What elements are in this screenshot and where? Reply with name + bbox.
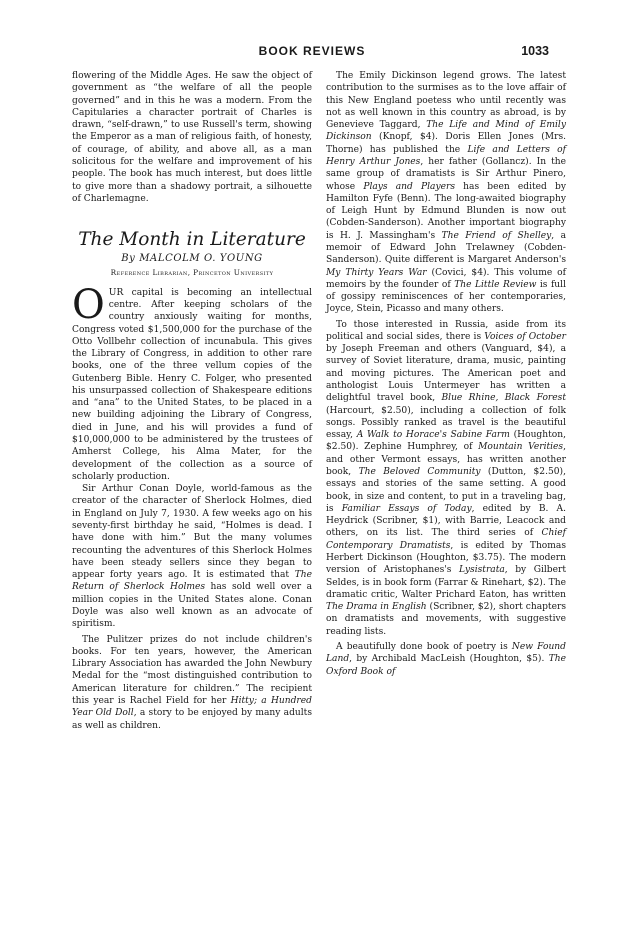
- text-run: , is edited by Thomas Herbert Dickinson (Houghton, $3.75). The modern version of Aristophanes's: [326, 540, 566, 576]
- book-title: The Beloved Community: [358, 467, 481, 477]
- paragraph-pulitzer: [72, 634, 312, 732]
- running-title: BOOK REVIEWS: [258, 44, 366, 58]
- book-title: A Walk to Horace's Sabine Farm: [356, 430, 510, 441]
- text-run: , by Archibald MacLeish (Houghton, $5).: [349, 654, 549, 665]
- book-title: The Life and Mind of Emily Dickinson: [326, 120, 566, 143]
- text-run: , a story to be enjoyed by many adults as well as children.: [72, 708, 312, 731]
- text-run: has sold well over a million copies in the United States alone. Conan Doyle was also well known as an advocate of spiritism.: [72, 582, 313, 630]
- book-title: Hitty; a Hundred Year Old Doll: [72, 695, 312, 719]
- text-run: A beautifully done book of poetry is: [336, 641, 512, 652]
- text-run: (Harcourt, $2.50), including a collection of folk songs. Possibly ranked as travel is the beautiful essay,: [326, 405, 566, 441]
- running-header: [0, 44, 624, 62]
- text-run: has been edited by Hamilton Fyfe (Benn). The long-awaited biography of Leigh Hunt by Edmund Blunden is now out (Cobden-Sanderson). Another important biography is H. J. Massingham's: [326, 181, 566, 241]
- book-title: Voices of October: [484, 331, 566, 342]
- book-title: Chief Contemporary Dramatists: [326, 528, 566, 551]
- text-run: , her father (Gollancz). In the same group of dramatists is Sir Arthur Pinero, whose: [326, 156, 566, 192]
- book-title: Plays and Players: [363, 181, 456, 192]
- paragraph-dickinson: [326, 70, 566, 316]
- book-title: The Return of Sherlock Holmes: [72, 570, 312, 593]
- book-title: The Friend of Shelley: [441, 230, 552, 241]
- book-title: The Oxford Book of: [326, 654, 566, 677]
- intro-paragraph: flowering of the Middle Ages. He saw the object of government as “the welfare of all the people governed” and in this he was a modern. From the Capitularies a character portrait of Charles is drawn, “self-drawn,” to use Russell's term, showing the Emperor as a man of religious faith, of honesty, of courage, of ability, and above all, as a man solicitous for the welfare and improvement of his people. The book has much interest, but does little to give more than a shadowy portrait, a silhouette of Charlemagne.: [72, 71, 312, 204]
- text-run: , edited by B. A. Heydrick (Scribner, $1), with Barrie, Leacock and others, on its list. The third series of: [326, 503, 566, 539]
- text-run: , a memoir of Edward John Trelawney (Cobden-Sanderson). Quite different is Margaret Anderson's: [326, 230, 567, 266]
- book-title: Life and Letters of Henry Arthur Jones: [326, 144, 566, 167]
- page-number: 1033: [521, 44, 549, 58]
- text-run: , by Gilbert Seldes, is in book form (Farrar & Rinehart, $2). The dramatic critic, Walter Prichard Eaton, has written: [326, 565, 567, 600]
- paragraph-capital-text: UR capital is becoming an intellectual centre. After keeping scholars of the country anxiously waiting for months, Congress voted $1,500,000 for the purchase of the Otto Vollbehr collection of incunabula. This gives the Library of Congress, in addition to other rare books, one of the three vellum copies of the Gutenberg Bible. Henry C. Folger, who presented his unsurpassed collection of Shakespeare editions and “ana” to the United States, to be placed in a new building adjoining the Library of Congress, died in June, and his will provides a fund of $10,000,000 to be administered by the trustees of Amherst College, his Alma Mater, for the development of the collection as a source of scholarly production.: [72, 287, 312, 482]
- paragraph-capital: [72, 281, 312, 484]
- drop-cap: O: [72, 281, 105, 328]
- book-title: Familiar Essays of Today: [341, 503, 472, 514]
- text-run: , and other Vermont essays, has written another book,: [326, 442, 566, 477]
- text-run: Sir Arthur Conan Doyle, world-famous as the creator of the character of Sherlock Holmes, died in England on July 7, 1930. A few weeks ago on his seventy-first birthday he said, “Holmes is dead. I have done with him.” But the many volumes recounting the adventures of this Sherlock Holmes have been steady sellers since they began to appear forty years ago. It is estimated that: [72, 484, 312, 581]
- book-title: My Thirty Years War: [326, 267, 427, 278]
- book-title: The Little Review: [454, 279, 537, 290]
- paragraph-russia: [326, 319, 566, 638]
- text-run: To those interested in Russia, aside from its political and social sides, there is: [326, 319, 566, 342]
- article-title: The Month in Literature: [78, 229, 306, 251]
- text-run: by Joseph Freeman and others (Vanguard, $4), a survey of Soviet literature, drama, music, painting and moving pictures. The American poet and anthologist Louis Untermeyer has written a delightful travel book,: [326, 344, 566, 404]
- text-run: The Emily Dickinson legend grows. The latest contribution to the surmises as to the love affair of this New England poetess who until recently was not as well known in this country as abroad, is by Genevieve Taggard,: [326, 71, 566, 131]
- text-run: The Pulitzer prizes do not include children's books. For ten years, however, the American Library Association has awarded the John Newbury Medal for the “most distinguished contribution to American literature for children.” The recipient this year is Rachel Field for her: [72, 634, 312, 706]
- text-run: (Dutton, $2.50), essays and stories of the same setting. A good book, in size and content, to put in a traveling bag, is: [326, 467, 566, 514]
- book-title: Blue Rhine, Black Forest: [441, 393, 566, 404]
- book-title: New Found Land: [326, 641, 566, 665]
- byline: By MALCOLM O. YOUNG: [121, 253, 263, 265]
- book-title: Mountain Verities: [478, 442, 564, 453]
- book-title: Lysistrata: [459, 565, 505, 576]
- text-run: (Houghton, $2.50). Zephine Humphrey, of: [326, 430, 566, 453]
- text-run: (Scribner, $2), short chapters on dramatists and movements, with suggestive reading lists.: [326, 602, 566, 637]
- paragraph-poetry: [326, 641, 566, 678]
- text-run: (Covici, $4). This volume of memoirs by the founder of: [326, 267, 566, 290]
- paragraph-conan-doyle: [72, 483, 312, 630]
- text-run: (Knopf, $4). Doris Ellen Jones (Mrs. Thorne) has published the: [326, 132, 566, 155]
- book-title: The Drama in English: [326, 602, 427, 613]
- text-run: is full of gossipy reminiscences of her contemporaries, Joyce, Stein, Picasso and many others.: [326, 279, 566, 315]
- right-column: [326, 70, 566, 678]
- left-column: [72, 70, 312, 732]
- author-affiliation: Reference Librarian, Princeton University: [110, 268, 274, 278]
